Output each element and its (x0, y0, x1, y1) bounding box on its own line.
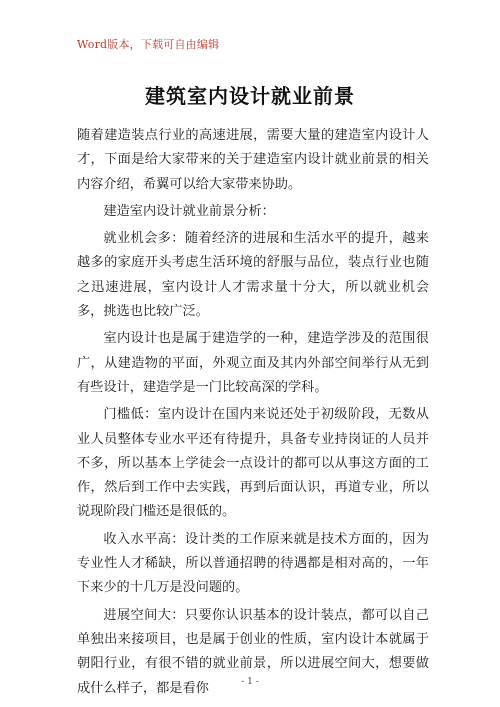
paragraph-section-heading: 建造室内设计就业前景分析： (103, 203, 275, 219)
paragraph-opportunities: 就业机会多：随着经济的进展和生活水平的提升，越来越多的家庭开头考虑生活环境的舒服与品位，装点行业也随之迅速进展，室内设计人才需求量十分大，所以就业机会多，挑选也比较广泛。 (77, 231, 429, 320)
page-title: 建筑室内设计就业前景 (145, 84, 355, 108)
paragraph-architecture: 室内设计也是属于建造学的一种，建造学涉及的范围很广，从建造物的平面，外观立面及其内外部空间举行从无到有些设计，建造学是一门比较高深的学科。 (77, 331, 429, 395)
paragraph-intro: 随着建造装点行业的高速进展，需要大量的建造室内设计人才，下面是给大家带来的关于建造室内设计就业前景的相关内容介绍，希翼可以给大家带来协助。 (77, 128, 429, 192)
document-body (77, 124, 429, 704)
page-number: - 1 - (241, 677, 259, 687)
header-note: Word版本，下载可自由编辑 (77, 38, 220, 51)
paragraph-growth: 进展空间大：只要你认识基本的设计装点，都可以自己单独出来接项目，也是属于创业的性质，室内设计本就属于朝阳行业，有很不错的就业前景，所以进展空间大，想要做成什么样子，都是看你 (77, 607, 429, 696)
paragraph-threshold: 门槛低：室内设计在国内来说还处于初级阶段，无数从业人员整体专业水平还有待提升，具备专业持岗证的人员并不多，所以基本上学徒会一点设计的都可以从事这方面的工作，然后到工作中去实践，再到后面认识，再道专业，所以说现阶段门槛还是很低的。 (77, 407, 429, 520)
paragraph-income: 收入水平高：设计类的工作原来就是技术方面的，因为专业性人才稀缺，所以普通招聘的待遇都是相对高的，一年下来少的十几万是没问题的。 (77, 531, 429, 596)
